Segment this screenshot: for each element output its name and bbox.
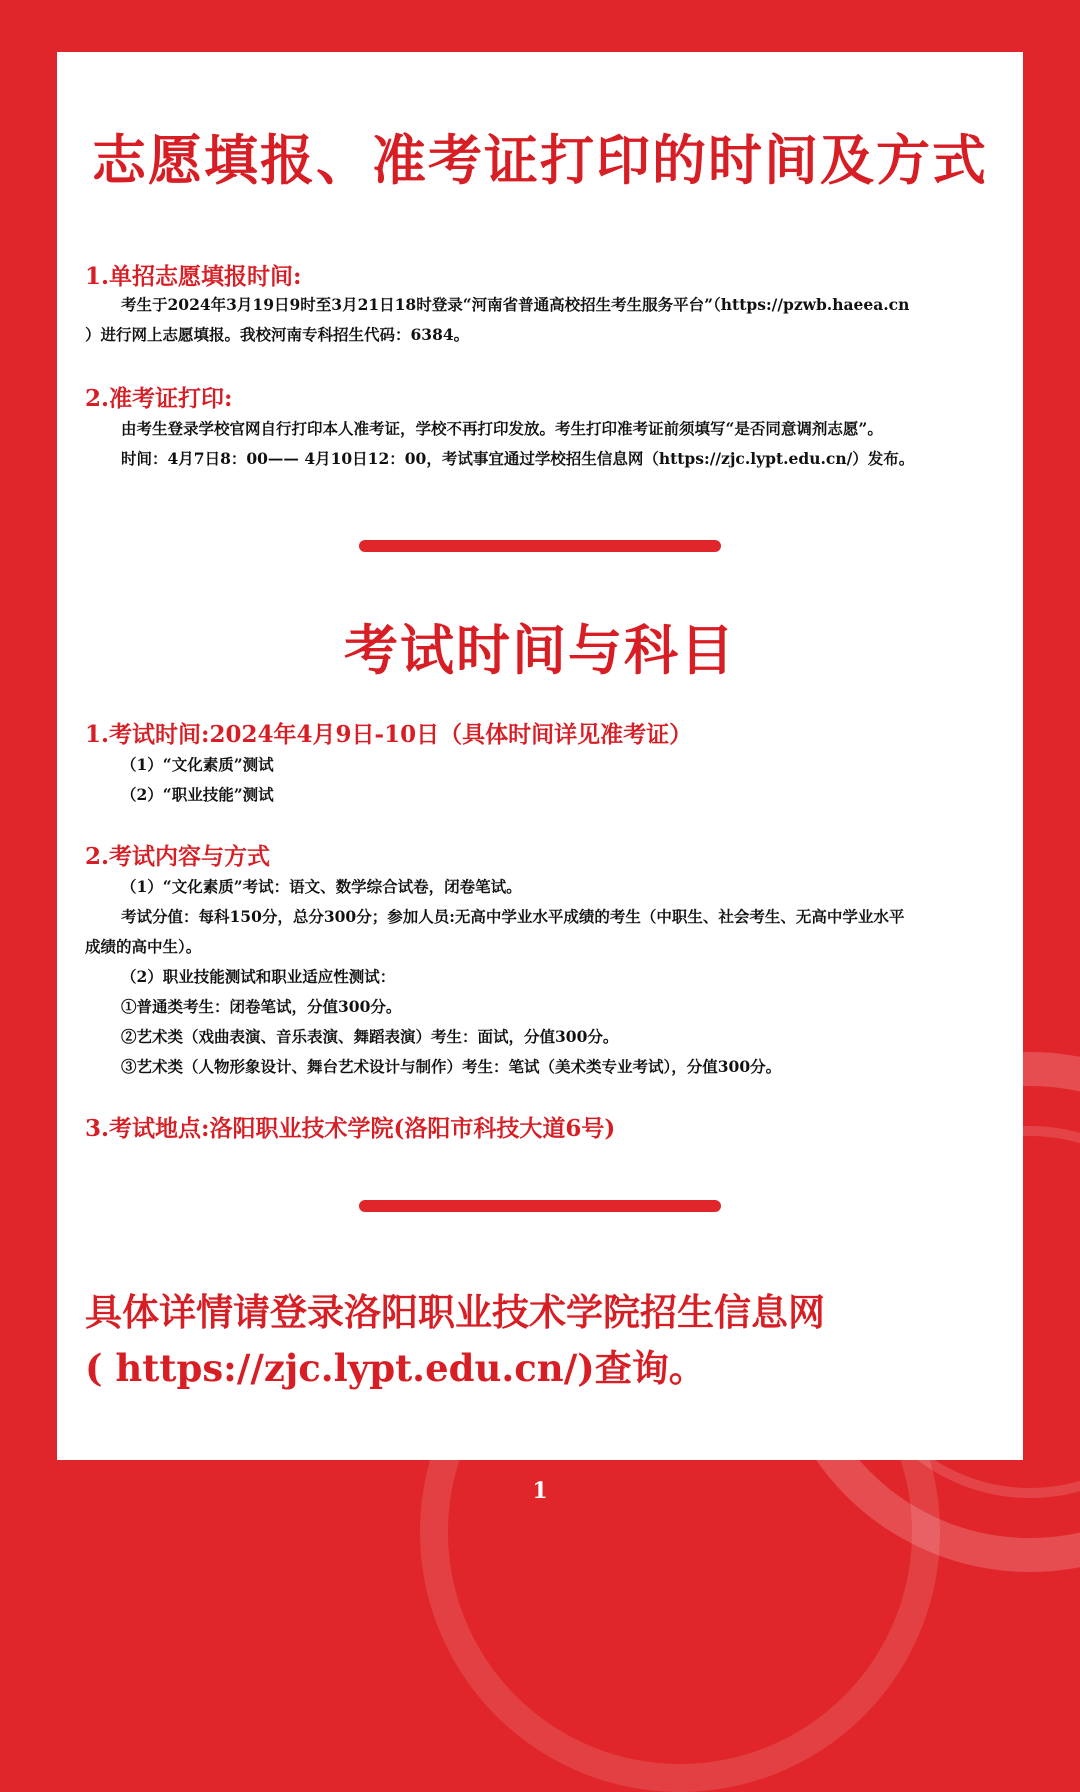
section1-item2-line2: 时间：4月7日8：00—— 4月10日12：00，考试事宜通过学校招生信息网（https://zjc.lypt.edu.cn/）发布。	[121, 449, 915, 468]
section1-item1-line1: 考生于2024年3月19日9时至3月21日18时登录“河南省普通高校招生考生服务平台”（https://pzwb.haeea.cn	[121, 295, 910, 314]
section2-item2-line6: ②艺术类（戏曲表演、音乐表演、舞蹈表演）考生：面试，分值300分。	[121, 1027, 619, 1046]
section2-item1-heading: 1.考试时间:2024年4月9日-10日（具体时间详见准考证）	[85, 721, 693, 748]
section1-title: 志愿填报、准考证打印的时间及方式	[92, 128, 988, 192]
section2-item2-line5: ①普通类考生：闭卷笔试，分值300分。	[121, 997, 402, 1016]
section2-item1-line1: （1）“文化素质”测试	[121, 755, 274, 774]
section2-item2-heading: 2.考试内容与方式	[85, 843, 271, 870]
footer-line1: 具体详情请登录洛阳职业技术学院招生信息网	[85, 1290, 825, 1334]
divider-bar-1	[359, 540, 721, 552]
section2-title: 考试时间与科目	[344, 618, 736, 682]
page-number: 1	[532, 1478, 548, 1504]
section1-item2-line1: 由考生登录学校官网自行打印本人准考证，学校不再打印发放。考生打印准考证前须填写“是否同意调剂志愿”。	[121, 419, 883, 438]
footer-note	[85, 1284, 1003, 1396]
section2-item1-line2: （2）“职业技能”测试	[121, 785, 274, 804]
section2-item2-line1: （1）“文化素质”考试：语文、数学综合试卷，闭卷笔试。	[121, 877, 522, 896]
section2-item3-heading: 3.考试地点:洛阳职业技术学院(洛阳市科技大道6号)	[85, 1115, 616, 1142]
section1-item2-heading: 2.准考证打印:	[85, 385, 233, 412]
divider-bar-2	[359, 1200, 721, 1212]
section2-item2-line3: 成绩的高中生）。	[85, 937, 202, 956]
section2-item2-line7: ③艺术类（人物形象设计、舞台艺术设计与制作）考生：笔试（美术类专业考试），分值300分。	[121, 1057, 782, 1076]
footer-link[interactable]: ( https://zjc.lypt.edu.cn/)查询。	[85, 1346, 706, 1390]
notice-card	[57, 52, 1023, 1460]
section1-item1-heading: 1.单招志愿填报时间:	[85, 263, 302, 290]
section1-item1-line2: ）进行网上志愿填报。我校河南专科招生代码：6384。	[85, 325, 470, 344]
section2-item2-line2: 考试分值：每科150分，总分300分；参加人员:无高中学业水平成绩的考生（中职生、社会考生、无高中学业水平	[121, 907, 905, 926]
section2-item2-line4: （2）职业技能测试和职业适应性测试：	[121, 967, 396, 986]
